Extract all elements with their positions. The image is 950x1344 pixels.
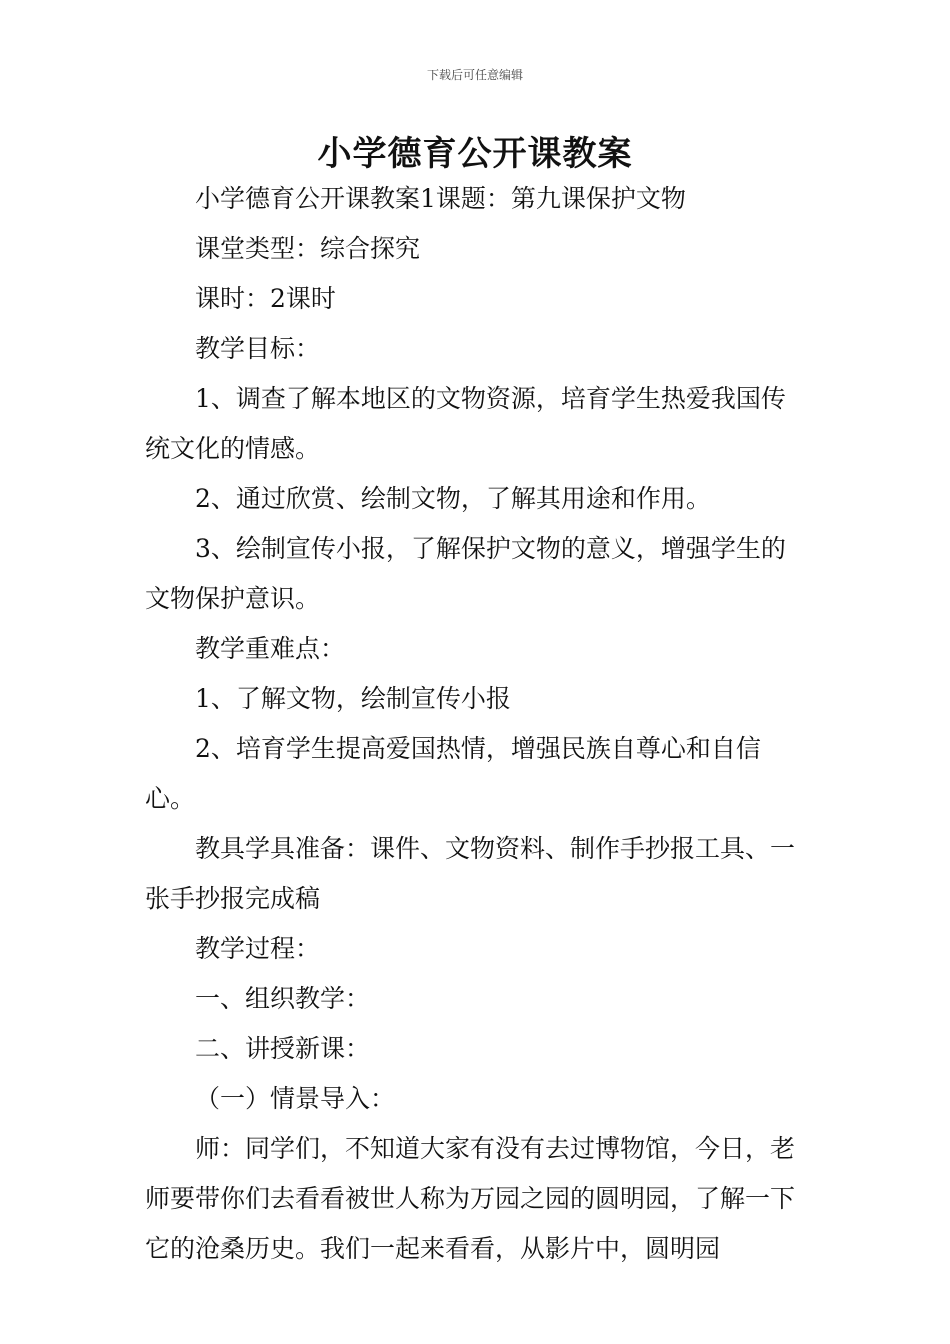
paragraph-lesson-title: 小学德育公开课教案1课题：第九课保护文物 (195, 184, 686, 213)
paragraph-objective-2: 2、通过欣赏、绘制文物，了解其用途和作用。 (195, 484, 711, 513)
paragraph-step-1: 一、组织教学： (195, 984, 371, 1013)
paragraph-process-heading: 教学过程： (195, 934, 321, 963)
paragraph-key-points-heading: 教学重难点： (195, 634, 346, 663)
paragraph-objective-3: 3、绘制宣传小报，了解保护文物的意义，增强学生的文物保护意识。 (145, 534, 786, 613)
document-title: 小学德育公开课教案 (317, 134, 633, 174)
paragraph-objective-1: 1、调查了解本地区的文物资源，培育学生热爱我国传统文化的情感。 (145, 384, 786, 463)
paragraph-key-point-2: 2、培育学生提高爱国热情，增强民族自尊心和自信心。 (145, 734, 761, 813)
paragraph-class-type: 课堂类型：综合探究 (195, 234, 421, 263)
header-note: 下载后可任意编辑 (426, 68, 523, 82)
paragraph-key-point-1: 1、了解文物，绘制宣传小报 (195, 684, 511, 713)
paragraph-teacher-speech: 师：同学们，不知道大家有没有去过博物馆，今日，老师要带你们去看看被世人称为万园之园的圆明园，了解一下它的沧桑历史。我们一起来看看，从影片中，圆明园 (145, 1134, 796, 1263)
paragraph-objectives-heading: 教学目标： (195, 334, 321, 363)
paragraph-class-hours: 课时：2课时 (195, 284, 336, 313)
paragraph-step-2: 二、讲授新课： (195, 1034, 371, 1063)
paragraph-materials: 教具学具准备：课件、文物资料、制作手抄报工具、一张手抄报完成稿 (145, 834, 796, 913)
paragraph-scene-intro: （一）情景导入： (195, 1084, 396, 1113)
document-body (145, 174, 810, 1274)
